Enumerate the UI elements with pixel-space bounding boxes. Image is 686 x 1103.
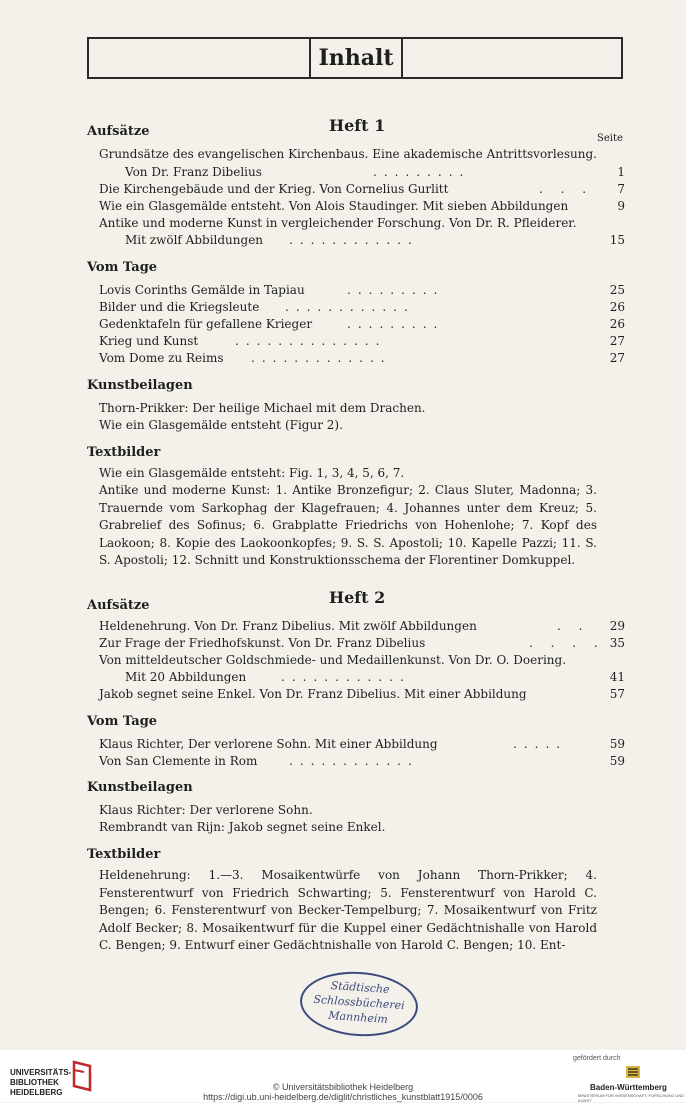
toc-page: 57 <box>609 687 625 701</box>
toc-page: 26 <box>609 300 625 314</box>
heft1-heading: Heft 1 <box>329 116 386 135</box>
stamp-line: Städtische <box>330 979 390 997</box>
heft1-aufsaetze-heading: Aufsätze <box>87 124 150 139</box>
toc-entry-title: Zur Frage der Friedhofskunst. Von Dr. Franz Dibelius <box>99 636 426 650</box>
toc-entry <box>99 753 625 769</box>
heft2-aufsaetze-heading: Aufsätze <box>87 598 150 613</box>
toc-entry-title: Wie ein Glasgemälde entsteht. Von Alois Staudinger. Mit sieben Abbildungen <box>99 199 569 213</box>
toc-line: Antike und moderne Kunst in vergleichender Forschung. Von Dr. R. Pfleiderer. <box>99 216 577 230</box>
toc-line: Von mitteldeutscher Goldschmiede- und Medaillenkunst. Von Dr. O. Doering. <box>99 653 567 667</box>
toc-leader: ......... <box>347 317 445 331</box>
heft2-textbilder-heading: Textbilder <box>87 847 161 862</box>
toc-leader: ............ <box>285 300 415 314</box>
toc-leader: . . . <box>539 182 594 196</box>
toc-entry-title: Bilder und die Kriegsleute <box>99 300 260 314</box>
bw-ministry-label: MINISTERIUM FÜR WISSENSCHAFT, FORSCHUNG UND KUNST <box>578 1093 684 1103</box>
title-box <box>87 37 623 79</box>
textbilder-line: Wie ein Glasgemälde entsteht: Fig. 1, 3, 4, 5, 6, 7. <box>99 466 405 480</box>
toc-entry <box>99 669 625 685</box>
toc-page: 15 <box>609 233 625 247</box>
bw-label[interactable]: Baden-Württemberg <box>590 1083 667 1092</box>
heft1-textbilder-heading: Textbilder <box>87 445 161 460</box>
toc-entry <box>99 232 625 248</box>
toc-page: 29 <box>609 619 625 633</box>
heft2-heading: Heft 2 <box>329 588 386 607</box>
toc-page: 41 <box>609 670 625 684</box>
toc-entry <box>99 736 625 752</box>
heft2-vom-tage-heading: Vom Tage <box>87 714 158 729</box>
toc-entry <box>99 333 625 349</box>
toc-entry-title: Von Dr. Franz Dibelius <box>125 165 262 179</box>
toc-entry-title: Die Kirchengebäude und der Krieg. Von Cornelius Gurlitt <box>99 182 449 196</box>
toc-entry <box>99 181 625 197</box>
toc-entry-title: Heldenehrung. Von Dr. Franz Dibelius. Mit zwölf Abbildungen <box>99 619 477 633</box>
heft1-vom-tage-heading: Vom Tage <box>87 260 158 275</box>
toc-entry-title: Vom Dome zu Reims <box>99 351 224 365</box>
toc-entry <box>99 316 625 332</box>
toc-leader: ............ <box>289 233 419 247</box>
toc-leader: ......... <box>373 165 471 179</box>
toc-page: 27 <box>609 334 625 348</box>
toc-entry-title: Mit 20 Abbildungen <box>125 670 247 684</box>
permalink-url[interactable]: https://digi.ub.uni-heidelberg.de/diglit/christliches_kunstblatt1915/0006 <box>203 1092 483 1102</box>
toc-leader: ......... <box>347 283 445 297</box>
toc-entry <box>99 350 625 366</box>
toc-entry <box>99 164 625 180</box>
toc-page: 59 <box>609 737 625 751</box>
kunstbeilage-line: Rembrandt van Rijn: Jakob segnet seine Enkel. <box>99 820 386 834</box>
title-box-divider-right <box>401 39 403 77</box>
toc-line: Grundsätze des evangelischen Kirchenbaus. Eine akademische Antrittsvorlesung. <box>99 147 597 161</box>
stamp-line: Mannheim <box>327 1008 389 1027</box>
toc-leader: ............. <box>251 351 392 365</box>
toc-leader: ............ <box>289 754 419 768</box>
toc-entry <box>99 686 625 702</box>
toc-entry <box>99 282 625 298</box>
toc-page: 7 <box>617 182 625 196</box>
toc-leader: ..... <box>513 737 568 751</box>
toc-page: 1 <box>617 165 625 179</box>
logo-line: BIBLIOTHEK <box>10 1078 59 1087</box>
seite-label: Seite <box>597 133 623 144</box>
bw-crest-icon <box>622 1064 644 1080</box>
toc-entry-title: Jakob segnet seine Enkel. Von Dr. Franz Dibelius. Mit einer Abbildung <box>99 687 527 701</box>
textbilder-paragraph: Antike und moderne Kunst: 1. Antike Bronzefigur; 2. Claus Sluter, Madonna; 3. Trauernde vom Sarkophag der Klagefrauen; 4. Johannes unter dem Kreuz; 5. Grabrelief des Sofinus; 6. Grabplatte Friedrichs von Hohenlohe; 7. Kopf des Laokoon; 8. Kopie des Laokoonkopfes; 9. S. S. Apostoli; 10. Kapelle Pazzi; 11. S. S. Apostoli; 12. Schnitt und Konstruktionsschema der Florentiner Domkuppel. <box>99 483 597 567</box>
funding-label: gefördert durch <box>573 1055 621 1062</box>
toc-leader: .............. <box>235 334 387 348</box>
toc-page: 9 <box>617 199 625 213</box>
toc-page: 25 <box>609 283 625 297</box>
library-stamp <box>298 968 420 1040</box>
toc-page: 35 <box>609 636 625 650</box>
toc-page: 59 <box>609 754 625 768</box>
toc-entry-title: Lovis Corinths Gemälde in Tapiau <box>99 283 305 297</box>
stamp-line: Schlossbücherei <box>313 992 406 1013</box>
kunstbeilage-line: Wie ein Glasgemälde entsteht (Figur 2). <box>99 418 343 432</box>
toc-entry-title: Gedenktafeln für gefallene Krieger <box>99 317 313 331</box>
toc-entry-title: Klaus Richter, Der verlorene Sohn. Mit einer Abbildung <box>99 737 438 751</box>
kunstbeilage-line: Klaus Richter: Der verlorene Sohn. <box>99 803 313 817</box>
toc-page: 27 <box>609 351 625 365</box>
kunstbeilage-line: Thorn-Prikker: Der heilige Michael mit dem Drachen. <box>99 401 426 415</box>
heft2-kunstbeilagen-heading: Kunstbeilagen <box>87 780 193 795</box>
toc-leader: ............ <box>281 670 411 684</box>
toc-entry-title: Von San Clemente in Rom <box>99 754 258 768</box>
logo-line: HEIDELBERG <box>10 1088 63 1097</box>
toc-leader: . . <box>557 619 590 633</box>
textbilder-paragraph: Heldenehrung: 1.—3. Mosaikentwürfe von Johann Thorn-Prikker; 4. Fensterentwurf von Friedrich Schwarting; 5. Fensterentwurf von Harold C. Bengen; 6. Fensterentwurf von Becker-Tempelburg; 7. Mosaikentwurf von Fritz Adolf Becker; 8. Mosaikentwurf für die Kuppel einer Gedächtnishalle von Harold C. Bengen; 9. Entwurf einer Gedächtnishalle von Harold C. Bengen; 10. Ent- <box>99 868 597 952</box>
page-title: Inhalt <box>318 45 394 71</box>
toc-entry <box>99 635 625 651</box>
toc-leader: . . . . <box>529 636 605 650</box>
toc-page: 26 <box>609 317 625 331</box>
heft1-kunstbeilagen-heading: Kunstbeilagen <box>87 378 193 393</box>
logo-line: UNIVERSITÄTS- <box>10 1068 72 1077</box>
toc-entry-title: Krieg und Kunst <box>99 334 199 348</box>
toc-entry <box>99 198 625 214</box>
toc-entry <box>99 299 625 315</box>
toc-entry <box>99 618 625 634</box>
toc-entry-title: Mit zwölf Abbildungen <box>125 233 264 247</box>
copyright-text: © Universitätsbibliothek Heidelberg <box>272 1082 414 1092</box>
